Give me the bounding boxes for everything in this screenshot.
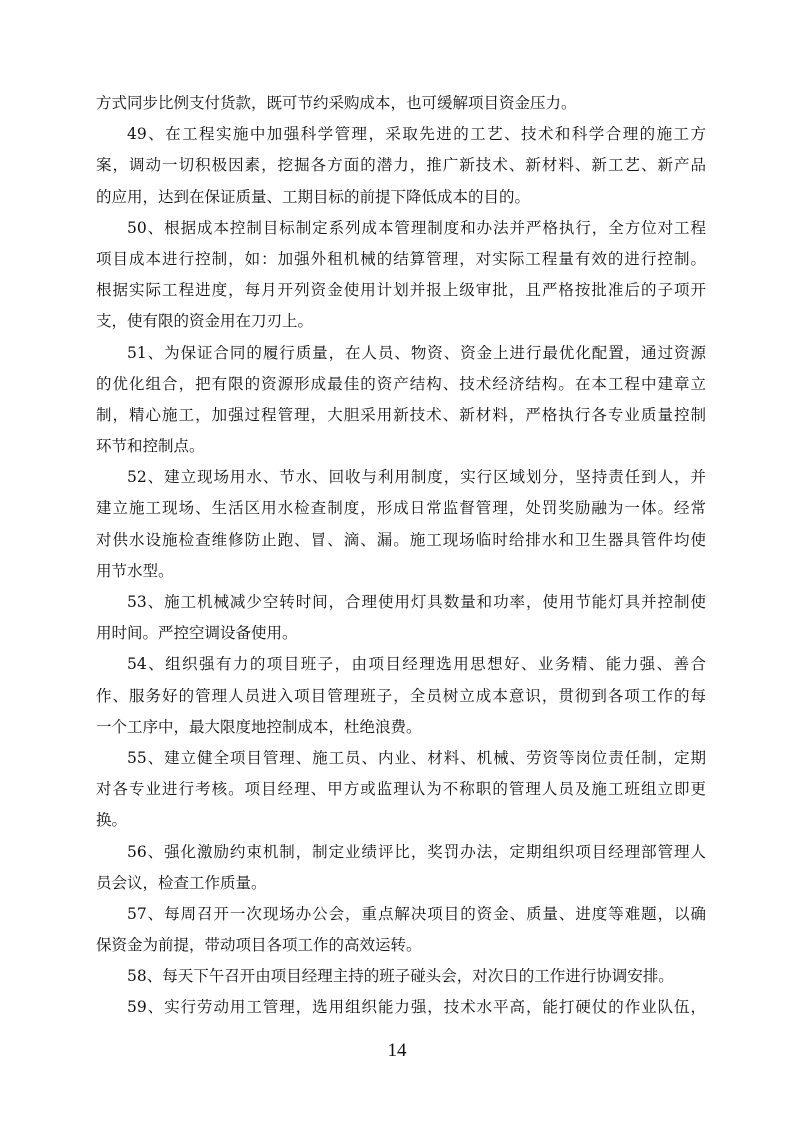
paragraph — [96, 119, 706, 213]
text-line: 49、在工程实施中加强科学管理，采取先进的工艺、技术和科学合理的施工方 — [127, 125, 706, 144]
text-line: 56、强化激励约束机制，制定业绩评比，奖罚办法，定期组织项目经理部管理人 — [127, 842, 706, 861]
text-line: 59、实行劳动用工管理，选用组织能力强，技术水平高，能打硬仗的作业队伍， — [127, 998, 706, 1017]
page-number: 14 — [387, 1040, 407, 1061]
text-line: 54、组织强有力的项目班子，由项目经理选用思想好、业务精、能力强、善合 — [127, 655, 706, 674]
text-line: 保资金为前提，带动项目各项工作的高效运转。 — [96, 936, 422, 955]
text-line: 53、施工机械减少空转时间，合理使用灯具数量和功率，使用节能灯具并控制使 — [127, 593, 706, 611]
text-line: 作、服务好的管理人员进入项目管理班子，全员树立成本意识，贯彻到各项工作的每 — [96, 686, 706, 705]
text-line: 用节水型。 — [96, 561, 174, 580]
text-line: 员会议，检查工作质量。 — [96, 873, 267, 892]
text-line: 根据实际工程进度，每月开列资金使用计划并报上级审批，且严格按批准后的子项开 — [96, 281, 706, 300]
text-line: 支，使有限的资金用在刀刃上。 — [96, 312, 314, 331]
text-line: 换。 — [96, 811, 128, 830]
paragraph — [96, 961, 706, 992]
paragraph — [96, 899, 706, 961]
text-line: 建立施工现场、生活区用水检查制度，形成日常监督管理，处罚奖励融为一体。经常 — [96, 499, 706, 518]
paragraph — [96, 462, 706, 587]
document-body — [96, 88, 706, 1024]
text-line: 的应用，达到在保证质量、工期目标的前提下降低成本的目的。 — [96, 187, 531, 206]
paragraph — [96, 587, 706, 649]
paragraph — [96, 837, 706, 899]
text-line: 环节和控制点。 — [96, 437, 205, 456]
paragraph — [96, 743, 706, 837]
text-line: 对各专业进行考核。项目经理、甲方或监理认为不称职的管理人员及施工班组立即更 — [96, 780, 706, 799]
text-line: 方式同步比例支付货款，既可节约采购成本，也可缓解项目资金压力。 — [96, 94, 577, 112]
paragraph — [96, 213, 706, 338]
text-line: 用时间。严控空调设备使用。 — [96, 624, 298, 643]
paragraph — [96, 649, 706, 743]
paragraph — [96, 338, 706, 463]
text-line: 对供水设施检查维修防止跑、冒、滴、漏。施工现场临时给排水和卫生器具管件均使 — [96, 530, 706, 549]
text-line: 55、建立健全项目管理、施工员、内业、材料、机械、劳资等岗位责任制，定期 — [127, 748, 706, 767]
text-line: 52、建立现场用水、节水、回收与利用制度，实行区域划分，坚持责任到人，并 — [127, 468, 706, 487]
text-line: 制，精心施工，加强过程管理，大胆采用新技术、新材料，严格执行各专业质量控制 — [96, 405, 706, 424]
paragraph-continuation — [96, 88, 706, 119]
text-line: 58、每天下午召开由项目经理主持的班子碰头会，对次日的工作进行协调安排。 — [127, 967, 674, 986]
text-line: 50、根据成本控制目标制定系列成本管理制度和办法并严格执行，全方位对工程 — [127, 218, 706, 237]
text-line: 51、为保证合同的履行质量，在人员、物资、资金上进行最优化配置，通过资源 — [127, 343, 706, 362]
text-line: 57、每周召开一次现场办公会，重点解决项目的资金、质量、进度等难题，以确 — [127, 904, 706, 923]
text-line: 一个工序中，最大限度地控制成本，杜绝浪费。 — [96, 717, 422, 736]
text-line: 案，调动一切积极因素，挖掘各方面的潜力，推广新技术、新材料、新工艺、新产品 — [96, 156, 706, 175]
text-line: 的优化组合，把有限的资源形成最佳的资产结构、技术经济结构。在本工程中建章立 — [96, 374, 706, 393]
paragraph — [96, 992, 706, 1023]
text-line: 项目成本进行控制，如：加强外租机械的结算管理，对实际工程量有效的进行控制。 — [96, 249, 706, 268]
